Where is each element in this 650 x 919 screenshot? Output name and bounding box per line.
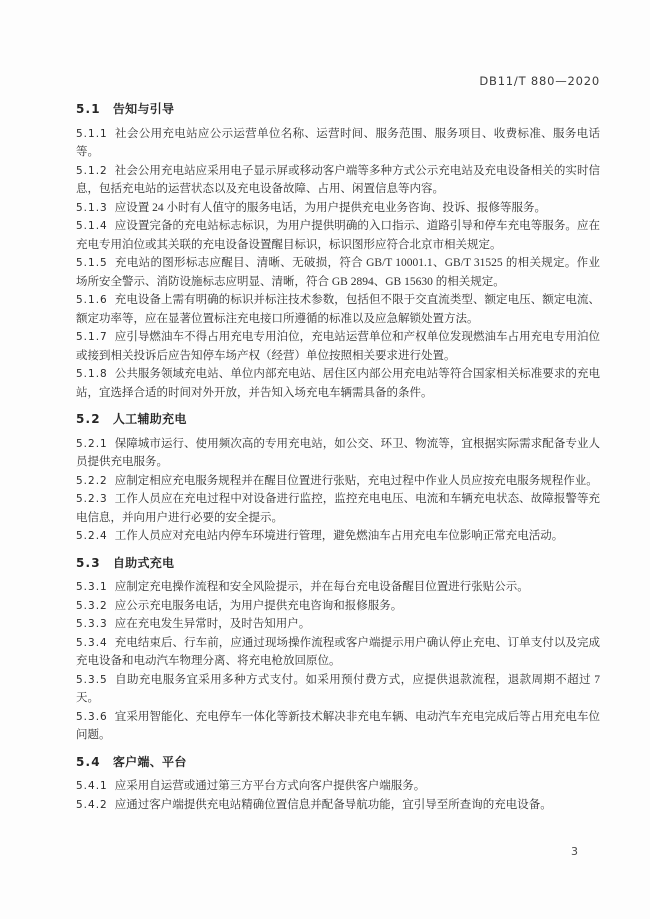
clause-text: 应采用自运营或通过第三方平台方式向客户提供客户端服务。 [114, 780, 426, 792]
clause-number: 5.1.4 [76, 220, 108, 232]
clause-5-1-4 [76, 217, 600, 254]
clause-number: 5.2.3 [76, 493, 108, 505]
clause-number: 5.2.1 [76, 437, 108, 450]
clause-5-2-4 [76, 527, 600, 546]
clause-5-3-3 [76, 615, 600, 634]
clause-number: 5.1.7 [76, 331, 108, 343]
clause-5-3-6 [76, 708, 600, 745]
section-heading-5-2 [76, 410, 600, 429]
section-number: 5.2 [76, 412, 101, 426]
clause-number: 5.3.5 [76, 673, 108, 686]
clause-text: 应制定充电操作流程和安全风险提示，并在每台充电设备醒目位置进行张贴公示。 [114, 581, 529, 593]
section-5-3 [76, 554, 600, 745]
clause-text: 公共服务领域充电站、单位内部充电站、居住区内部公用充电站等符合国家相关标准要求的充电站，宜选择合适的时间对外开放，并告知入场充电车辆需具备的条件。 [76, 368, 600, 399]
section-title: 自助式充电 [112, 555, 175, 570]
section-number: 5.3 [76, 555, 101, 570]
clause-text: 充电站的图形标志应醒目、清晰、无破损，符合 GB/T 10001.1、GB/T 31525 的相关规定。作业场所安全警示、消防设施标志应明显、清晰，符合 GB 2894、GB 15630 的相关规定。 [76, 257, 600, 288]
clause-number: 5.1.5 [76, 257, 108, 269]
clause-5-2-3 [76, 490, 600, 527]
clause-5-4-2 [76, 796, 600, 815]
clause-text: 社会公用充电站应采用电子显示屏或移动客户端等多种方式公示充电站及充电设备相关的实时信息，包括充电站的运营状态以及充电设备故障、占用、闲置信息等内容。 [76, 164, 600, 195]
section-title: 告知与引导 [112, 102, 175, 116]
clause-number: 5.4.2 [76, 798, 108, 811]
clause-text: 充电设备上需有明确的标识并标注技术参数，包括但不限于交直流类型、额定电压、额定电流、额定功率等，应在显著位置标注充电接口所遵循的标准以及应急解锁处置方法。 [76, 294, 600, 325]
clause-5-2-1 [76, 435, 600, 472]
section-title: 客户端、平台 [112, 754, 187, 769]
clause-5-1-6 [76, 291, 600, 328]
clause-5-1-1 [76, 125, 600, 162]
clause-number: 5.3.6 [76, 710, 108, 723]
clause-number: 5.1.3 [76, 201, 108, 214]
clause-text: 应公示充电服务电话，为用户提供充电咨询和报修服务。 [114, 599, 403, 612]
clause-5-1-7 [76, 328, 600, 365]
clause-5-1-8 [76, 365, 600, 402]
clause-text: 应引导燃油车不得占用充电专用泊位，充电站运营单位和产权单位发现燃油车占用充电专用泊位或接到相关投诉后应告知停车场产权（经营）单位按照相关要求进行处置。 [76, 331, 600, 362]
clause-5-3-2 [76, 597, 600, 616]
clause-5-3-1 [76, 578, 600, 597]
section-heading-5-1 [76, 100, 600, 119]
clause-5-1-2 [76, 162, 600, 199]
clause-text: 应通过客户端提供充电站精确位置信息并配备导航功能，宜引导至所查询的充电设备。 [114, 798, 552, 811]
page-number: 3 [571, 845, 578, 858]
clause-text: 工作人员应对充电站内停车环境进行管理，避免燃油车占用充电车位影响正常充电活动。 [114, 530, 564, 542]
clause-number: 5.3.4 [76, 636, 108, 649]
clause-number: 5.3.3 [76, 618, 108, 630]
section-number: 5.4 [76, 754, 101, 769]
clause-text: 保障城市运行、使用频次高的专用充电站，如公交、环卫、物流等，宜根据实际需求配备专业人员提供充电服务。 [76, 437, 600, 468]
clause-text: 充电结束后、行车前，应通过现场操作流程或客户端提示用户确认停止充电、订单支付以及完成充电设备和电动汽车物理分离、将充电枪放回原位。 [76, 636, 600, 667]
clause-text: 宜采用智能化、充电停车一体化等新技术解决非充电车辆、电动汽车充电完成后等占用充电车位问题。 [76, 710, 600, 741]
section-5-2 [76, 410, 600, 546]
standard-number-header: DB11/T 880—2020 [479, 74, 600, 88]
section-heading-5-3 [76, 554, 600, 573]
clause-number: 5.3.2 [76, 599, 108, 612]
clause-text: 工作人员应在充电过程中对设备进行监控，监控充电电压、电流和车辆充电状态、故障报警等充电信息，并向用户进行必要的安全提示。 [76, 493, 600, 524]
clause-text: 应设置完备的充电站标志标识，为用户提供明确的入口指示、道路引导和停车充电等服务。应在充电专用泊位或其关联的充电设备设置醒目标识，标识图形应符合北京市相关规定。 [76, 220, 600, 251]
clause-number: 5.1.2 [76, 164, 108, 177]
clause-number: 5.1.1 [76, 127, 108, 140]
clause-number: 5.1.6 [76, 294, 108, 306]
clause-number: 5.2.4 [76, 530, 108, 542]
section-title: 人工辅助充电 [112, 412, 187, 426]
clause-text: 应制定相应充电服务规程并在醒目位置进行张贴，充电过程中作业人员应按充电服务规程作业。 [114, 474, 598, 487]
clause-number: 5.4.1 [76, 780, 108, 792]
clause-number: 5.2.2 [76, 474, 108, 487]
section-5-4 [76, 753, 600, 815]
clause-number: 5.3.1 [76, 581, 108, 593]
clause-5-1-5 [76, 254, 600, 291]
clause-5-3-4 [76, 634, 600, 671]
section-5-1 [76, 100, 600, 402]
clause-text: 应设置 24 小时有人值守的服务电话，为用户提供充电业务咨询、投诉、报修等服务。 [114, 201, 546, 214]
section-heading-5-4 [76, 753, 600, 772]
clause-text: 社会公用充电站应公示运营单位名称、运营时间、服务范围、服务项目、收费标准、服务电话等。 [76, 127, 600, 158]
clause-text: 应在充电发生异常时，及时告知用户。 [114, 618, 311, 630]
section-number: 5.1 [76, 102, 101, 116]
clause-text: 自助充电服务宜采用多种方式支付。如采用预付费方式，应提供退款流程，退款周期不超过 7 天。 [76, 673, 600, 704]
clause-5-1-3 [76, 199, 600, 218]
clause-5-2-2 [76, 472, 600, 491]
clause-5-4-1 [76, 777, 600, 796]
clause-5-3-5 [76, 671, 600, 708]
clause-number: 5.1.8 [76, 368, 108, 380]
